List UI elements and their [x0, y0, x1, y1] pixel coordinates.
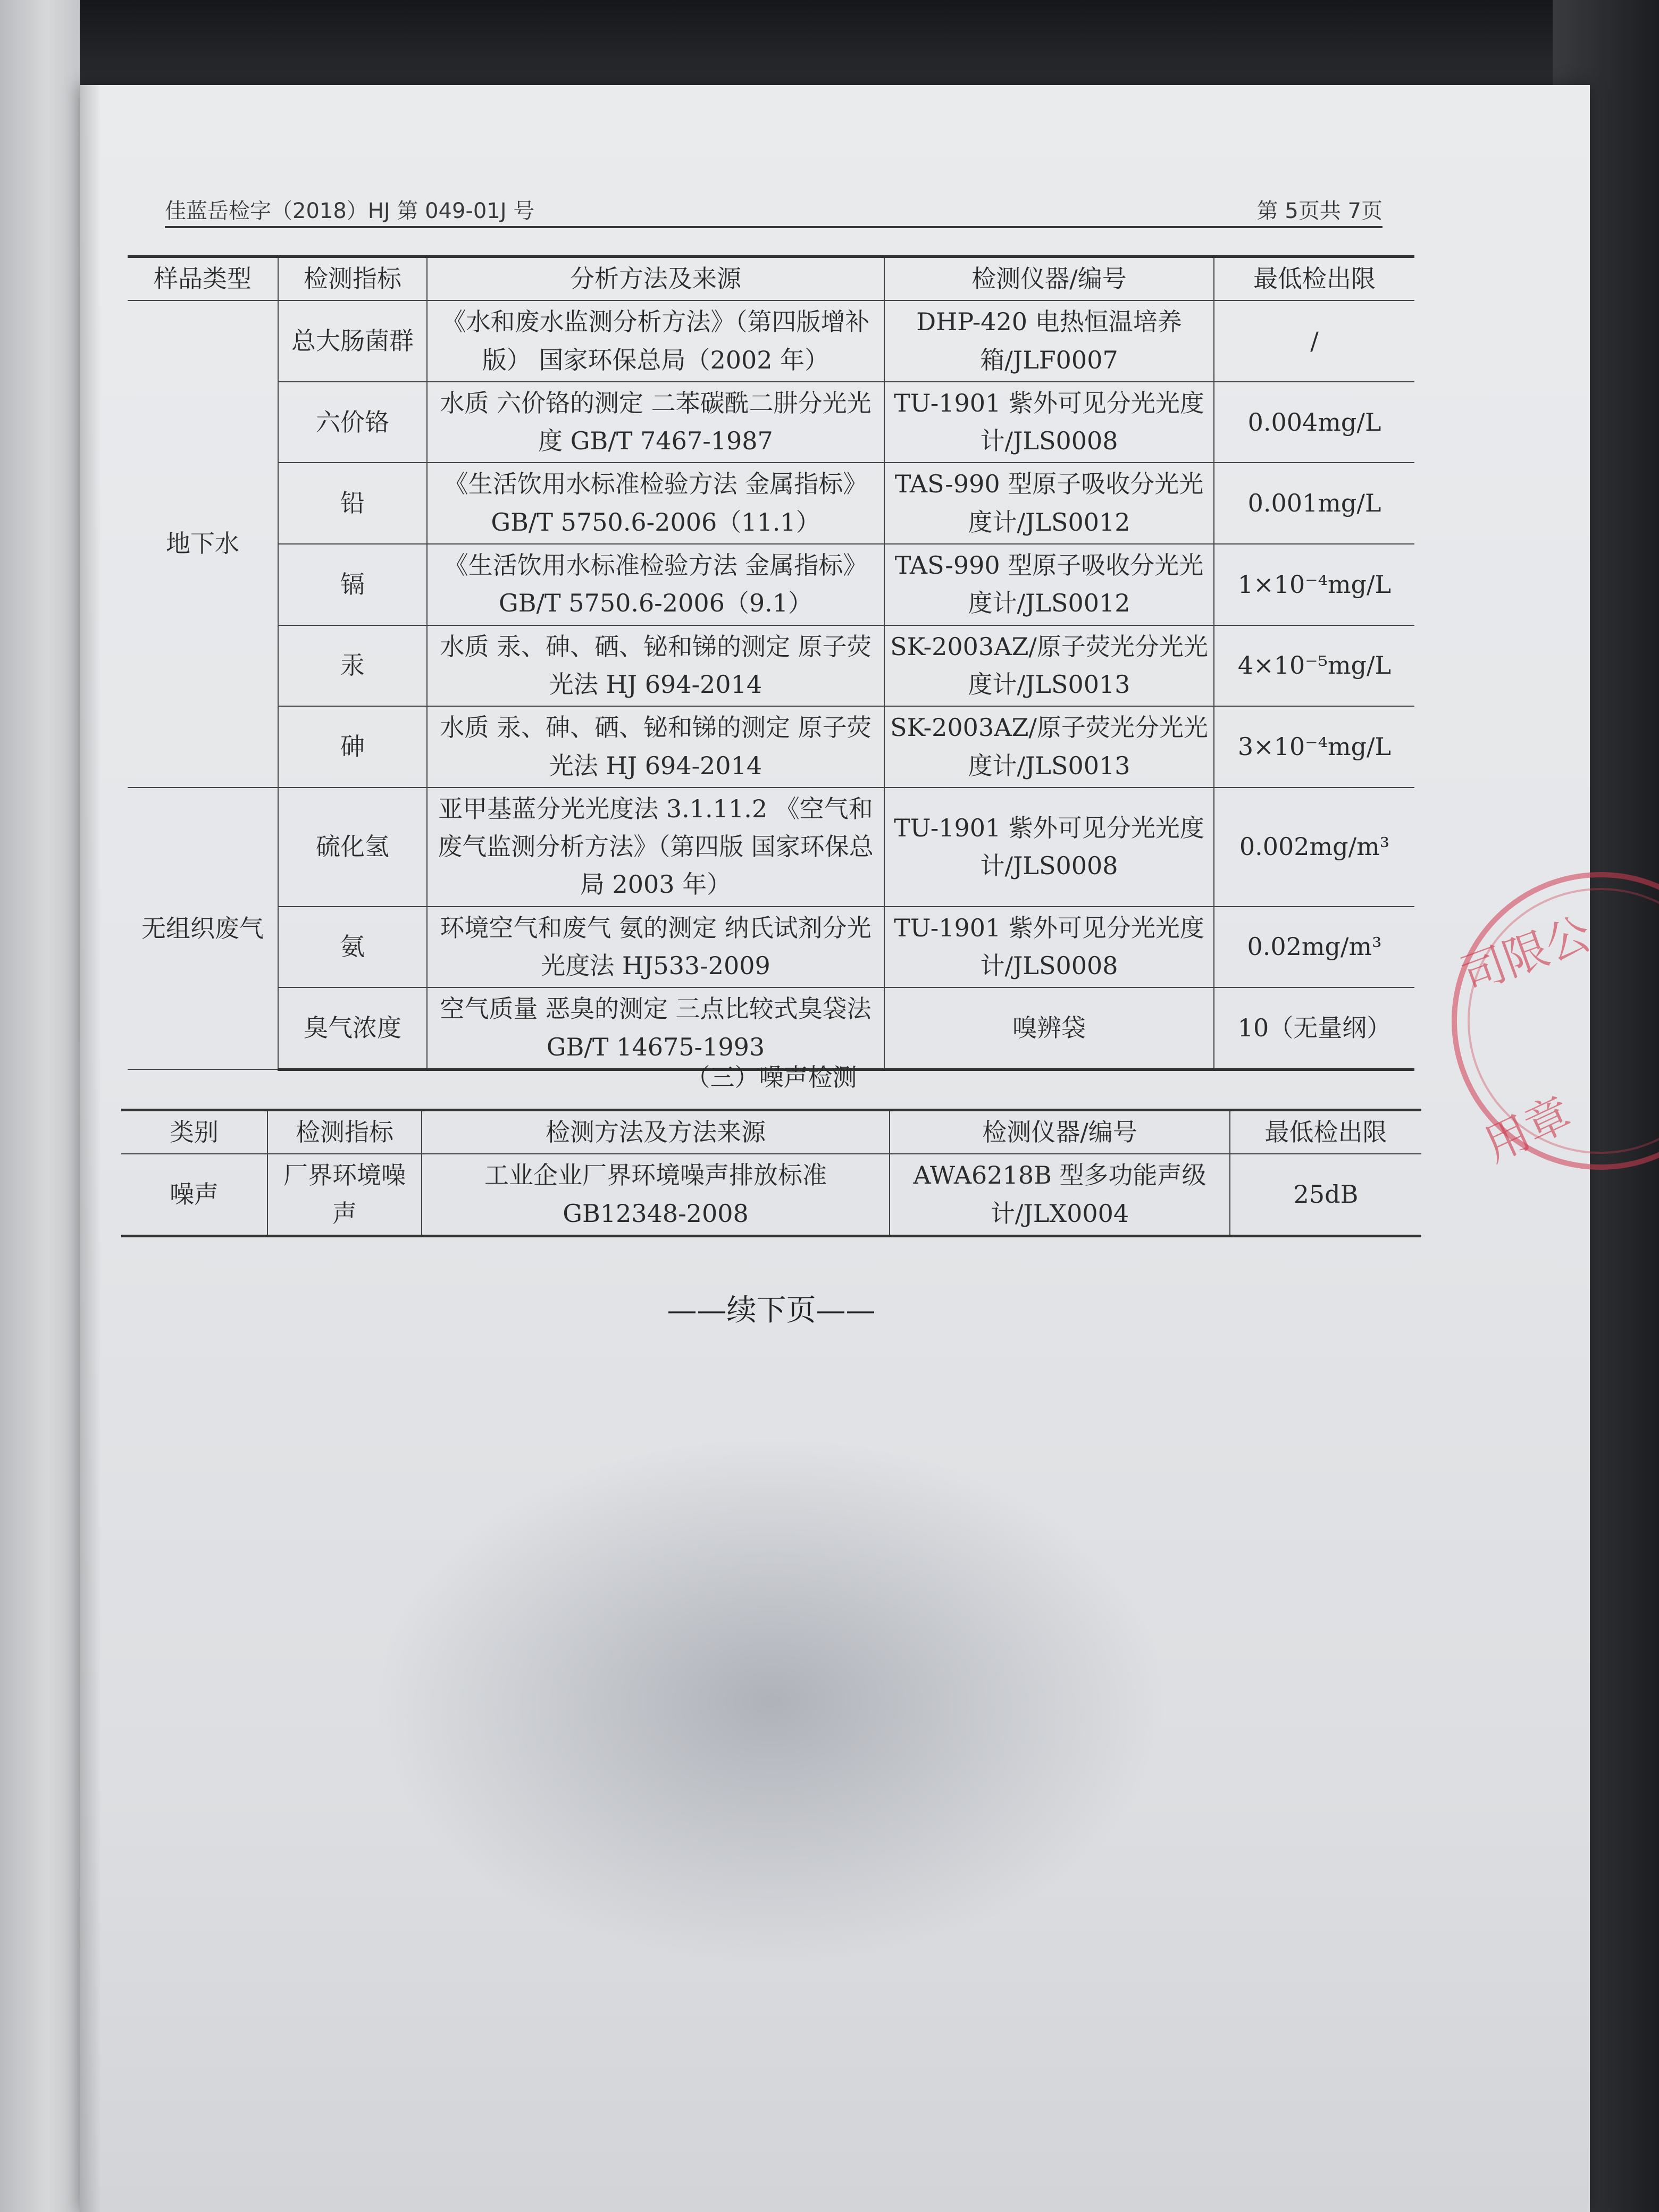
- limit-cell: 0.002mg/m³: [1214, 787, 1414, 907]
- header-method: 分析方法及来源: [427, 257, 884, 301]
- limit-cell: 0.001mg/L: [1214, 463, 1414, 544]
- table-row: [128, 544, 1414, 625]
- table-row: [128, 987, 1414, 1069]
- category-noise: 噪声: [121, 1154, 267, 1236]
- instrument-cell: TU-1901 紫外可见分光光度计/JLS0008: [884, 907, 1214, 988]
- doc-number: 佳蓝岳检字（2018）HJ 第 049-01J 号: [165, 199, 535, 223]
- indicator-cell: 六价铬: [278, 382, 427, 463]
- indicator-cell: 铅: [278, 463, 427, 544]
- limit-cell: /: [1214, 300, 1414, 382]
- indicator-cell: 硫化氢: [278, 787, 427, 907]
- instrument-cell: SK-2003AZ/原子荧光分光光度计/JLS0013: [884, 706, 1214, 787]
- header-method: 检测方法及方法来源: [422, 1110, 890, 1154]
- method-cell: 水质 汞、砷、硒、铋和锑的测定 原子荧光法 HJ 694-2014: [427, 706, 884, 787]
- method-cell: 《水和废水监测分析方法》（第四版增补版） 国家环保总局（2002 年）: [427, 300, 884, 382]
- header-category: 类别: [121, 1110, 267, 1154]
- limit-cell: 1×10⁻⁴mg/L: [1214, 544, 1414, 625]
- indicator-cell: 汞: [278, 625, 427, 707]
- noise-section-title: （三）噪声检测: [685, 1063, 857, 1092]
- indicator-cell: 镉: [278, 544, 427, 625]
- noise-methods-table: [121, 1109, 1421, 1237]
- limit-cell: 25dB: [1230, 1154, 1421, 1236]
- method-cell: 水质 汞、砷、硒、铋和锑的测定 原子荧光法 HJ 694-2014: [427, 625, 884, 707]
- seal-text-top: 司限公: [1454, 907, 1598, 1002]
- header-indicator: 检测指标: [278, 257, 427, 301]
- seal-text-bottom: 用章: [1476, 1087, 1579, 1172]
- category-groundwater: 地下水: [128, 300, 278, 787]
- header-rule: [165, 226, 1382, 228]
- instrument-cell: SK-2003AZ/原子荧光分光光度计/JLS0013: [884, 625, 1214, 707]
- table-header-row: [128, 257, 1414, 301]
- page-header: [165, 189, 1382, 226]
- indicator-cell: 砷: [278, 706, 427, 787]
- indicator-cell: 厂界环境噪声: [267, 1154, 422, 1236]
- continue-next-page: ——续下页——: [667, 1293, 876, 1328]
- method-cell: 工业企业厂界环境噪声排放标准 GB12348-2008: [422, 1154, 890, 1236]
- instrument-cell: TAS-990 型原子吸收分光光度计/JLS0012: [884, 463, 1214, 544]
- instrument-cell: DHP-420 电热恒温培养箱/JLF0007: [884, 300, 1214, 382]
- instrument-cell: TAS-990 型原子吸收分光光度计/JLS0012: [884, 544, 1214, 625]
- header-indicator: 检测指标: [267, 1110, 422, 1154]
- indicator-cell: 氨: [278, 907, 427, 988]
- instrument-cell: 嗅辨袋: [884, 987, 1214, 1069]
- limit-cell: 4×10⁻⁵mg/L: [1214, 625, 1414, 707]
- table-header-row: [121, 1110, 1421, 1154]
- indicator-cell: 总大肠菌群: [278, 300, 427, 382]
- header-limit: 最低检出限: [1214, 257, 1414, 301]
- page-info: 第 5页共 7页: [1256, 199, 1382, 223]
- limit-cell: 3×10⁻⁴mg/L: [1214, 706, 1414, 787]
- table-row: [128, 300, 1414, 382]
- category-fugitive-gas: 无组织废气: [128, 787, 278, 1070]
- instrument-cell: TU-1901 紫外可见分光光度计/JLS0008: [884, 787, 1214, 907]
- limit-cell: 10（无量纲）: [1214, 987, 1414, 1069]
- method-cell: 《生活饮用水标准检验方法 金属指标》 GB/T 5750.6-2006（11.1）: [427, 463, 884, 544]
- table-row: [128, 706, 1414, 787]
- method-cell: 空气质量 恶臭的测定 三点比较式臭袋法 GB/T 14675-1993: [427, 987, 884, 1069]
- table-row: [128, 463, 1414, 544]
- header-limit: 最低检出限: [1230, 1110, 1421, 1154]
- instrument-cell: TU-1901 紫外可见分光光度计/JLS0008: [884, 382, 1214, 463]
- method-cell: 亚甲基蓝分光光度法 3.1.11.2 《空气和废气监测分析方法》（第四版 国家环保总局 2003 年）: [427, 787, 884, 907]
- header-instrument: 检测仪器/编号: [884, 257, 1214, 301]
- method-cell: 水质 六价铬的测定 二苯碳酰二肼分光光度 GB/T 7467-1987: [427, 382, 884, 463]
- header-sample-type: 样品类型: [128, 257, 278, 301]
- limit-cell: 0.004mg/L: [1214, 382, 1414, 463]
- table-row: [128, 382, 1414, 463]
- indicator-cell: 臭气浓度: [278, 987, 427, 1069]
- table-row: [128, 907, 1414, 988]
- method-cell: 《生活饮用水标准检验方法 金属指标》 GB/T 5750.6-2006（9.1）: [427, 544, 884, 625]
- shadow-blob: [372, 1436, 1170, 1967]
- table-row: [128, 787, 1414, 907]
- backdrop-left: [0, 0, 80, 2212]
- method-cell: 环境空气和废气 氨的测定 纳氏试剂分光光度法 HJ533-2009: [427, 907, 884, 988]
- detection-methods-table: [128, 255, 1414, 1071]
- page-fold-shadow: [80, 85, 101, 2212]
- table-row: [128, 625, 1414, 707]
- table-row: [121, 1154, 1421, 1236]
- instrument-cell: AWA6218B 型多功能声级计/JLX0004: [890, 1154, 1230, 1236]
- limit-cell: 0.02mg/m³: [1214, 907, 1414, 988]
- header-instrument: 检测仪器/编号: [890, 1110, 1230, 1154]
